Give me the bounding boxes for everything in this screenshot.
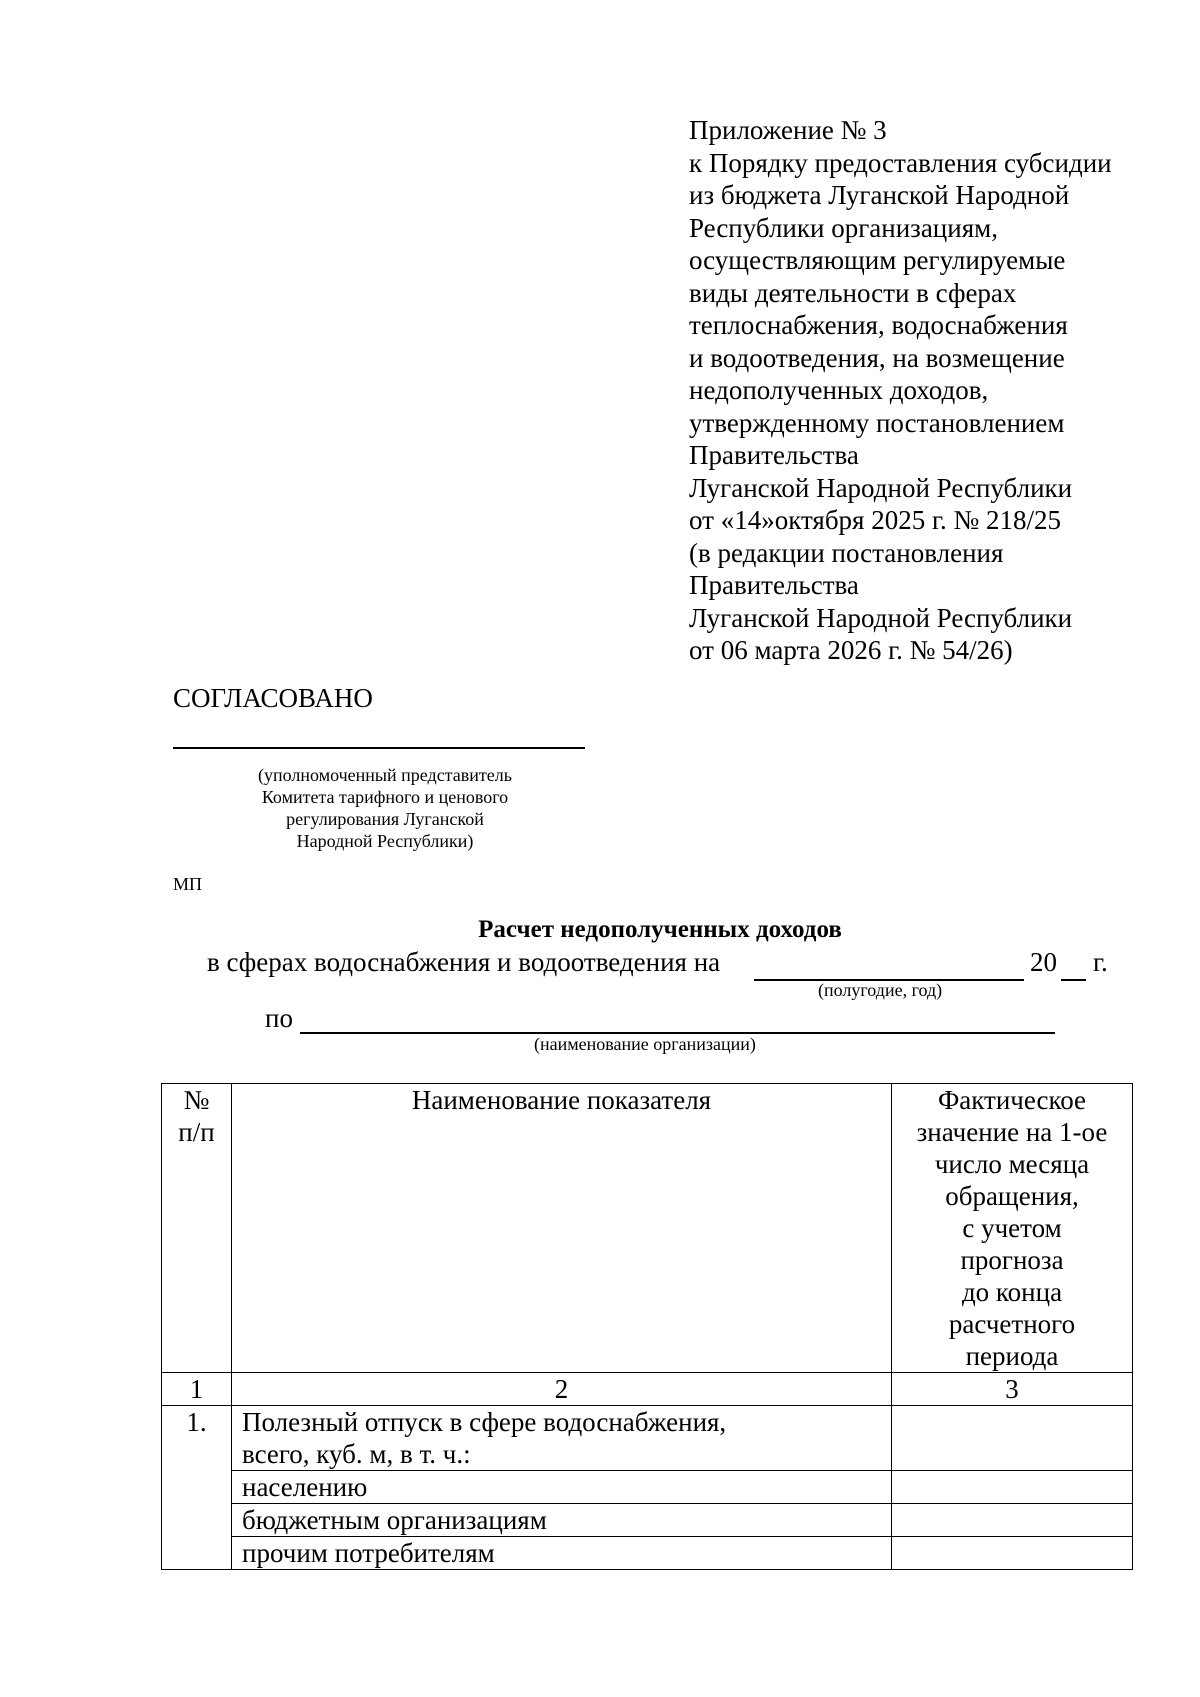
appendix-line: Правительства (689, 440, 859, 470)
table-row (162, 1471, 1133, 1504)
appendix-line: Луганской Народной Республики (689, 472, 1073, 503)
caption-line: (уполномоченный представитель (258, 765, 512, 785)
appendix-line: Республики организациям, (689, 212, 998, 243)
appendix-header (689, 114, 1189, 667)
header-value-line: число месяца (934, 1149, 1090, 1179)
header-num (162, 1084, 232, 1373)
row-label-line: Полезный отпуск в сфере водоснабжения, (242, 1407, 727, 1437)
row-value-cell[interactable] (892, 1537, 1133, 1570)
appendix-line: недополученных доходов, (689, 375, 989, 405)
appendix-line: и водоотведения, на возмещение (689, 342, 1065, 373)
row-value-cell[interactable] (892, 1406, 1133, 1471)
document-title: Расчет недополученных доходов (478, 916, 842, 943)
row-label (232, 1406, 892, 1471)
table-row (162, 1406, 1133, 1471)
column-number: 3 (892, 1373, 1133, 1406)
header-name: Наименование показателя (232, 1084, 892, 1373)
appendix-line: Правительства (689, 570, 859, 600)
period-caption: (полугодие, год) (818, 980, 943, 1000)
header-value-line: обращения, (945, 1181, 1079, 1211)
appendix-line: Приложение № 3 (689, 115, 887, 145)
appendix-line: из бюджета Луганской Народной (689, 180, 1070, 210)
header-num-line: № (183, 1085, 210, 1115)
stamp-place: МП (173, 874, 203, 894)
header-value-line: с учетом (962, 1213, 1062, 1243)
column-number: 1 (162, 1373, 232, 1406)
header-value-line: периода (965, 1341, 1059, 1371)
org-prefix: по (265, 1003, 293, 1033)
appendix-line: к Порядку предоставления субсидии (689, 147, 1112, 178)
column-number-row (162, 1373, 1133, 1406)
row-value-cell[interactable] (892, 1504, 1133, 1537)
appendix-line: (в редакции постановления (689, 537, 1004, 568)
column-number: 2 (232, 1373, 892, 1406)
appendix-line: Луганской Народной Республики (689, 602, 1073, 633)
header-num-line: п/п (178, 1117, 215, 1147)
caption-line: Комитета тарифного и ценового (261, 787, 509, 807)
org-caption: (наименование организации) (534, 1034, 756, 1054)
approval-heading: СОГЛАСОВАНО (173, 683, 373, 713)
header-value-line: Фактическое (937, 1085, 1087, 1115)
calculation-table (161, 1083, 1133, 1570)
row-label: бюджетным организациям (232, 1504, 892, 1537)
table-row (162, 1504, 1133, 1537)
document-subtitle: в сферах водоснабжения и водоотведения на (207, 947, 721, 977)
appendix-line: теплоснабжения, водоснабжения (689, 310, 1068, 340)
appendix-line: утвержденному постановлением (689, 407, 1065, 438)
row-label: прочим потребителям (232, 1537, 892, 1570)
signature-line (173, 747, 585, 749)
representative-caption (220, 764, 550, 852)
appendix-line: от 06 марта 2026 г. № 54/26) (689, 635, 1013, 665)
header-value (892, 1084, 1133, 1373)
row-label-line: всего, куб. м, в т. ч.: (242, 1439, 471, 1469)
caption-line: регулирования Луганской (286, 809, 484, 829)
caption-line: Народной Республики) (296, 831, 474, 851)
appendix-line: виды деятельности в сферах (689, 277, 1017, 308)
row-label: населению (232, 1471, 892, 1504)
row-number: 1. (162, 1406, 232, 1570)
year-prefix: 20 (1030, 947, 1057, 977)
row-value-cell[interactable] (892, 1471, 1133, 1504)
year-blank-line (1061, 979, 1086, 981)
appendix-line: от «14»октября 2025 г. № 218/25 (689, 505, 1062, 535)
appendix-line: осуществляющим регулируемые (689, 245, 1066, 275)
header-value-line: до конца (961, 1277, 1063, 1307)
table-header-row (162, 1084, 1133, 1373)
header-value-line: значение на 1-ое (916, 1117, 1108, 1147)
header-value-line: прогноза (960, 1245, 1064, 1275)
table-row (162, 1537, 1133, 1570)
header-value-line: расчетного (948, 1309, 1076, 1339)
year-suffix: г. (1093, 947, 1108, 977)
